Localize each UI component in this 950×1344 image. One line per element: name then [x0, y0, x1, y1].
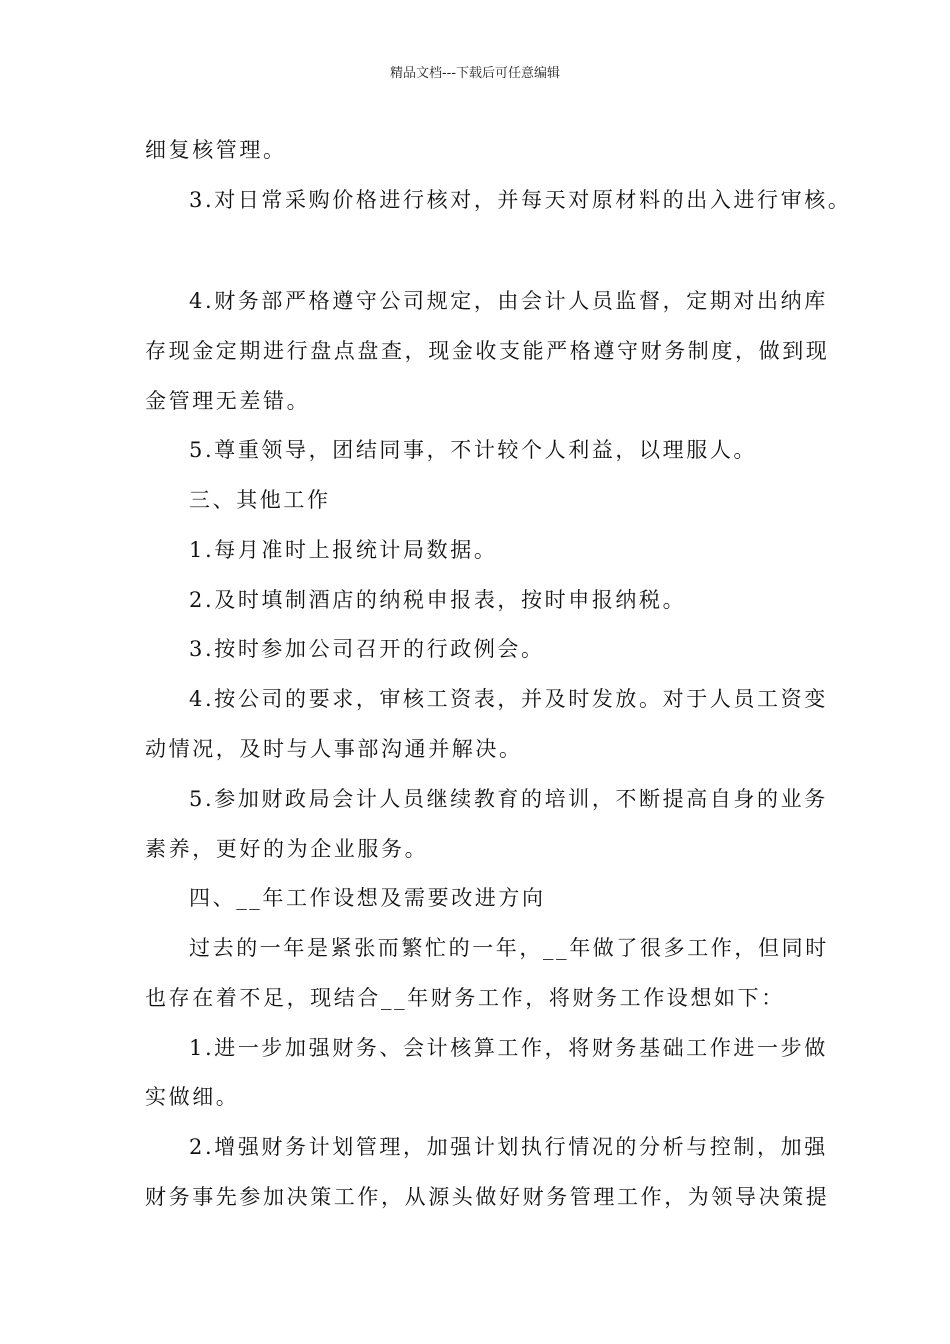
paragraph-line: 过去的一年是紧张而繁忙的一年，__年做了很多工作，但同时	[189, 936, 829, 960]
paragraph-line: 5.尊重领导，团结同事，不计较个人利益，以理服人。	[189, 438, 758, 462]
paragraph-line: 细复核管理。	[145, 138, 287, 162]
section-heading: 四、__年工作设想及需要改进方向	[189, 886, 546, 910]
paragraph-line: 实做细。	[145, 1085, 240, 1109]
paragraph-line: 动情况，及时与人事部沟通并解决。	[145, 737, 523, 761]
paragraph-line: 3.对日常采购价格进行核对，并每天对原材料的出入进行审核。	[189, 188, 852, 212]
paragraph-line: 5.参加财政局会计人员继续教育的培训，不断提高自身的业务	[189, 787, 828, 811]
paragraph-line: 3.按时参加公司召开的行政例会。	[189, 637, 545, 661]
section-heading: 三、其他工作	[189, 488, 331, 512]
paragraph-line: 1.进一步加强财务、会计核算工作，将财务基础工作进一步做	[189, 1036, 828, 1060]
paragraph-line: 2.及时填制酒店的纳税申报表，按时申报纳税。	[189, 588, 687, 612]
paragraph-line: 金管理无差错。	[145, 389, 311, 413]
paragraph-line: 也存在着不足，现结合__年财务工作，将财务工作设想如下：	[145, 986, 785, 1010]
paragraph-line: 1.每月准时上报统计局数据。	[189, 538, 498, 562]
paragraph-line: 存现金定期进行盘点盘查，现金收支能严格遵守财务制度，做到现	[145, 339, 830, 363]
paragraph-line: 4.按公司的要求，审核工资表，并及时发放。对于人员工资变	[189, 687, 828, 711]
page-header: 精品文档---下载后可任意编辑	[389, 66, 561, 81]
paragraph-line: 财务事先参加决策工作，从源头做好财务管理工作，为领导决策提	[145, 1185, 830, 1209]
paragraph-line: 4.财务部严格遵守公司规定，由会计人员监督，定期对出纳库	[189, 289, 828, 313]
paragraph-line: 2.增强财务计划管理，加强计划执行情况的分析与控制，加强	[189, 1135, 828, 1159]
paragraph-line: 素养，更好的为企业服务。	[145, 837, 429, 861]
